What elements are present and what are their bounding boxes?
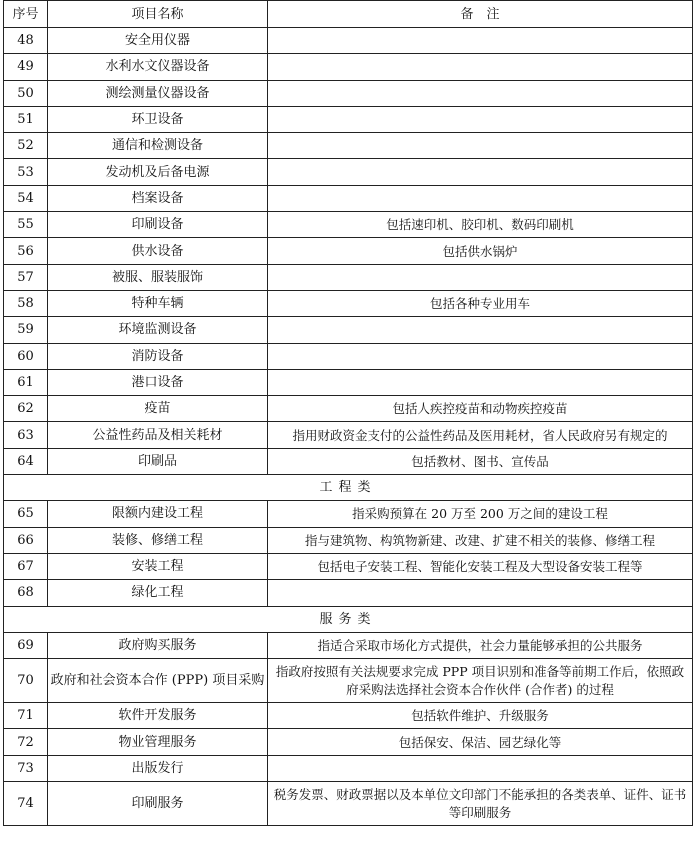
- row-remark: 税务发票、财政票据以及本单位文印部门不能承担的各类表单、证件、证书等印刷服务: [268, 782, 693, 826]
- row-no: 48: [4, 28, 48, 54]
- table-row: [4, 580, 693, 606]
- row-name: 出版发行: [48, 755, 268, 781]
- category-row: [4, 475, 693, 501]
- row-name: 装修、修缮工程: [48, 527, 268, 553]
- row-no: 70: [4, 659, 48, 703]
- row-no: 73: [4, 755, 48, 781]
- row-name: 供水设备: [48, 238, 268, 264]
- table-row: [4, 703, 693, 729]
- table-row: [4, 317, 693, 343]
- row-name: 物业管理服务: [48, 729, 268, 755]
- row-remark: [268, 80, 693, 106]
- row-remark: [268, 264, 693, 290]
- header-remark: 备 注: [268, 1, 693, 28]
- row-name: 环境监测设备: [48, 317, 268, 343]
- row-name: 环卫设备: [48, 106, 268, 132]
- row-no: 72: [4, 729, 48, 755]
- row-no: 60: [4, 343, 48, 369]
- table-row: [4, 290, 693, 316]
- row-name: 测绘测量仪器设备: [48, 80, 268, 106]
- table-row: [4, 755, 693, 781]
- row-name: 消防设备: [48, 343, 268, 369]
- row-no: 58: [4, 290, 48, 316]
- row-name: 绿化工程: [48, 580, 268, 606]
- row-remark: [268, 159, 693, 185]
- row-name: 安全用仪器: [48, 28, 268, 54]
- table-row: [4, 133, 693, 159]
- row-no: 66: [4, 527, 48, 553]
- row-remark: [268, 28, 693, 54]
- row-remark: 指适合采取市场化方式提供，社会力量能够承担的公共服务: [268, 632, 693, 658]
- category-row: [4, 606, 693, 632]
- table-row: [4, 632, 693, 658]
- row-name: 档案设备: [48, 185, 268, 211]
- row-remark: [268, 54, 693, 80]
- row-remark: 包括各种专业用车: [268, 290, 693, 316]
- row-remark: 指政府按照有关法规要求完成 PPP 项目识别和准备等前期工作后，依照政府采购法选择社会资本合作伙伴 (合作者) 的过程: [268, 659, 693, 703]
- table-header-row: [4, 1, 693, 28]
- catalog-table: [3, 0, 693, 826]
- row-name: 特种车辆: [48, 290, 268, 316]
- row-no: 67: [4, 553, 48, 579]
- row-no: 64: [4, 448, 48, 474]
- row-no: 54: [4, 185, 48, 211]
- row-remark: [268, 133, 693, 159]
- row-remark: [268, 755, 693, 781]
- row-no: 71: [4, 703, 48, 729]
- row-remark: 包括供水锅炉: [268, 238, 693, 264]
- row-no: 49: [4, 54, 48, 80]
- row-no: 59: [4, 317, 48, 343]
- row-name: 政府和社会资本合作 (PPP) 项目采购: [48, 659, 268, 703]
- row-name: 疫苗: [48, 396, 268, 422]
- table-row: [4, 369, 693, 395]
- row-no: 50: [4, 80, 48, 106]
- row-remark: [268, 580, 693, 606]
- row-name: 印刷设备: [48, 212, 268, 238]
- table-row: [4, 396, 693, 422]
- table-row: [4, 238, 693, 264]
- row-no: 56: [4, 238, 48, 264]
- row-remark: 指与建筑物、构筑物新建、改建、扩建不相关的装修、修缮工程: [268, 527, 693, 553]
- row-name: 政府购买服务: [48, 632, 268, 658]
- row-no: 65: [4, 501, 48, 527]
- table-row: [4, 782, 693, 826]
- table-row: [4, 185, 693, 211]
- row-no: 53: [4, 159, 48, 185]
- row-name: 软件开发服务: [48, 703, 268, 729]
- table-row: [4, 501, 693, 527]
- row-no: 69: [4, 632, 48, 658]
- header-no: 序号: [4, 1, 48, 28]
- row-no: 74: [4, 782, 48, 826]
- table-row: [4, 159, 693, 185]
- row-no: 57: [4, 264, 48, 290]
- row-remark: [268, 106, 693, 132]
- row-remark: 包括教材、图书、宣传品: [268, 448, 693, 474]
- row-name: 通信和检测设备: [48, 133, 268, 159]
- row-no: 55: [4, 212, 48, 238]
- table-row: [4, 422, 693, 448]
- row-no: 52: [4, 133, 48, 159]
- header-name: 项目名称: [48, 1, 268, 28]
- row-no: 63: [4, 422, 48, 448]
- row-name: 水利水文仪器设备: [48, 54, 268, 80]
- row-remark: 包括速印机、胶印机、数码印刷机: [268, 212, 693, 238]
- table-row: [4, 212, 693, 238]
- table-row: [4, 659, 693, 703]
- row-no: 51: [4, 106, 48, 132]
- category-engineering: 工程类: [4, 475, 693, 501]
- table-row: [4, 527, 693, 553]
- row-remark: 包括电子安装工程、智能化安装工程及大型设备安装工程等: [268, 553, 693, 579]
- table-row: [4, 28, 693, 54]
- table-row: [4, 54, 693, 80]
- row-remark: 包括人疾控疫苗和动物疾控疫苗: [268, 396, 693, 422]
- table-row: [4, 729, 693, 755]
- table-row: [4, 106, 693, 132]
- row-remark: 指采购预算在 20 万至 200 万之间的建设工程: [268, 501, 693, 527]
- row-name: 发动机及后备电源: [48, 159, 268, 185]
- row-no: 61: [4, 369, 48, 395]
- row-remark: [268, 317, 693, 343]
- row-remark: [268, 185, 693, 211]
- row-name: 港口设备: [48, 369, 268, 395]
- row-name: 限额内建设工程: [48, 501, 268, 527]
- row-remark: 包括软件维护、升级服务: [268, 703, 693, 729]
- table-row: [4, 264, 693, 290]
- row-name: 被服、服装服饰: [48, 264, 268, 290]
- row-name: 安装工程: [48, 553, 268, 579]
- row-remark: [268, 343, 693, 369]
- row-no: 68: [4, 580, 48, 606]
- row-no: 62: [4, 396, 48, 422]
- row-name: 印刷服务: [48, 782, 268, 826]
- row-name: 印刷品: [48, 448, 268, 474]
- row-remark: 包括保安、保洁、园艺绿化等: [268, 729, 693, 755]
- category-service: 服务类: [4, 606, 693, 632]
- row-remark: 指用财政资金支付的公益性药品及医用耗材，省人民政府另有规定的: [268, 422, 693, 448]
- table-row: [4, 448, 693, 474]
- table-row: [4, 553, 693, 579]
- table-row: [4, 80, 693, 106]
- row-name: 公益性药品及相关耗材: [48, 422, 268, 448]
- row-remark: [268, 369, 693, 395]
- table-row: [4, 343, 693, 369]
